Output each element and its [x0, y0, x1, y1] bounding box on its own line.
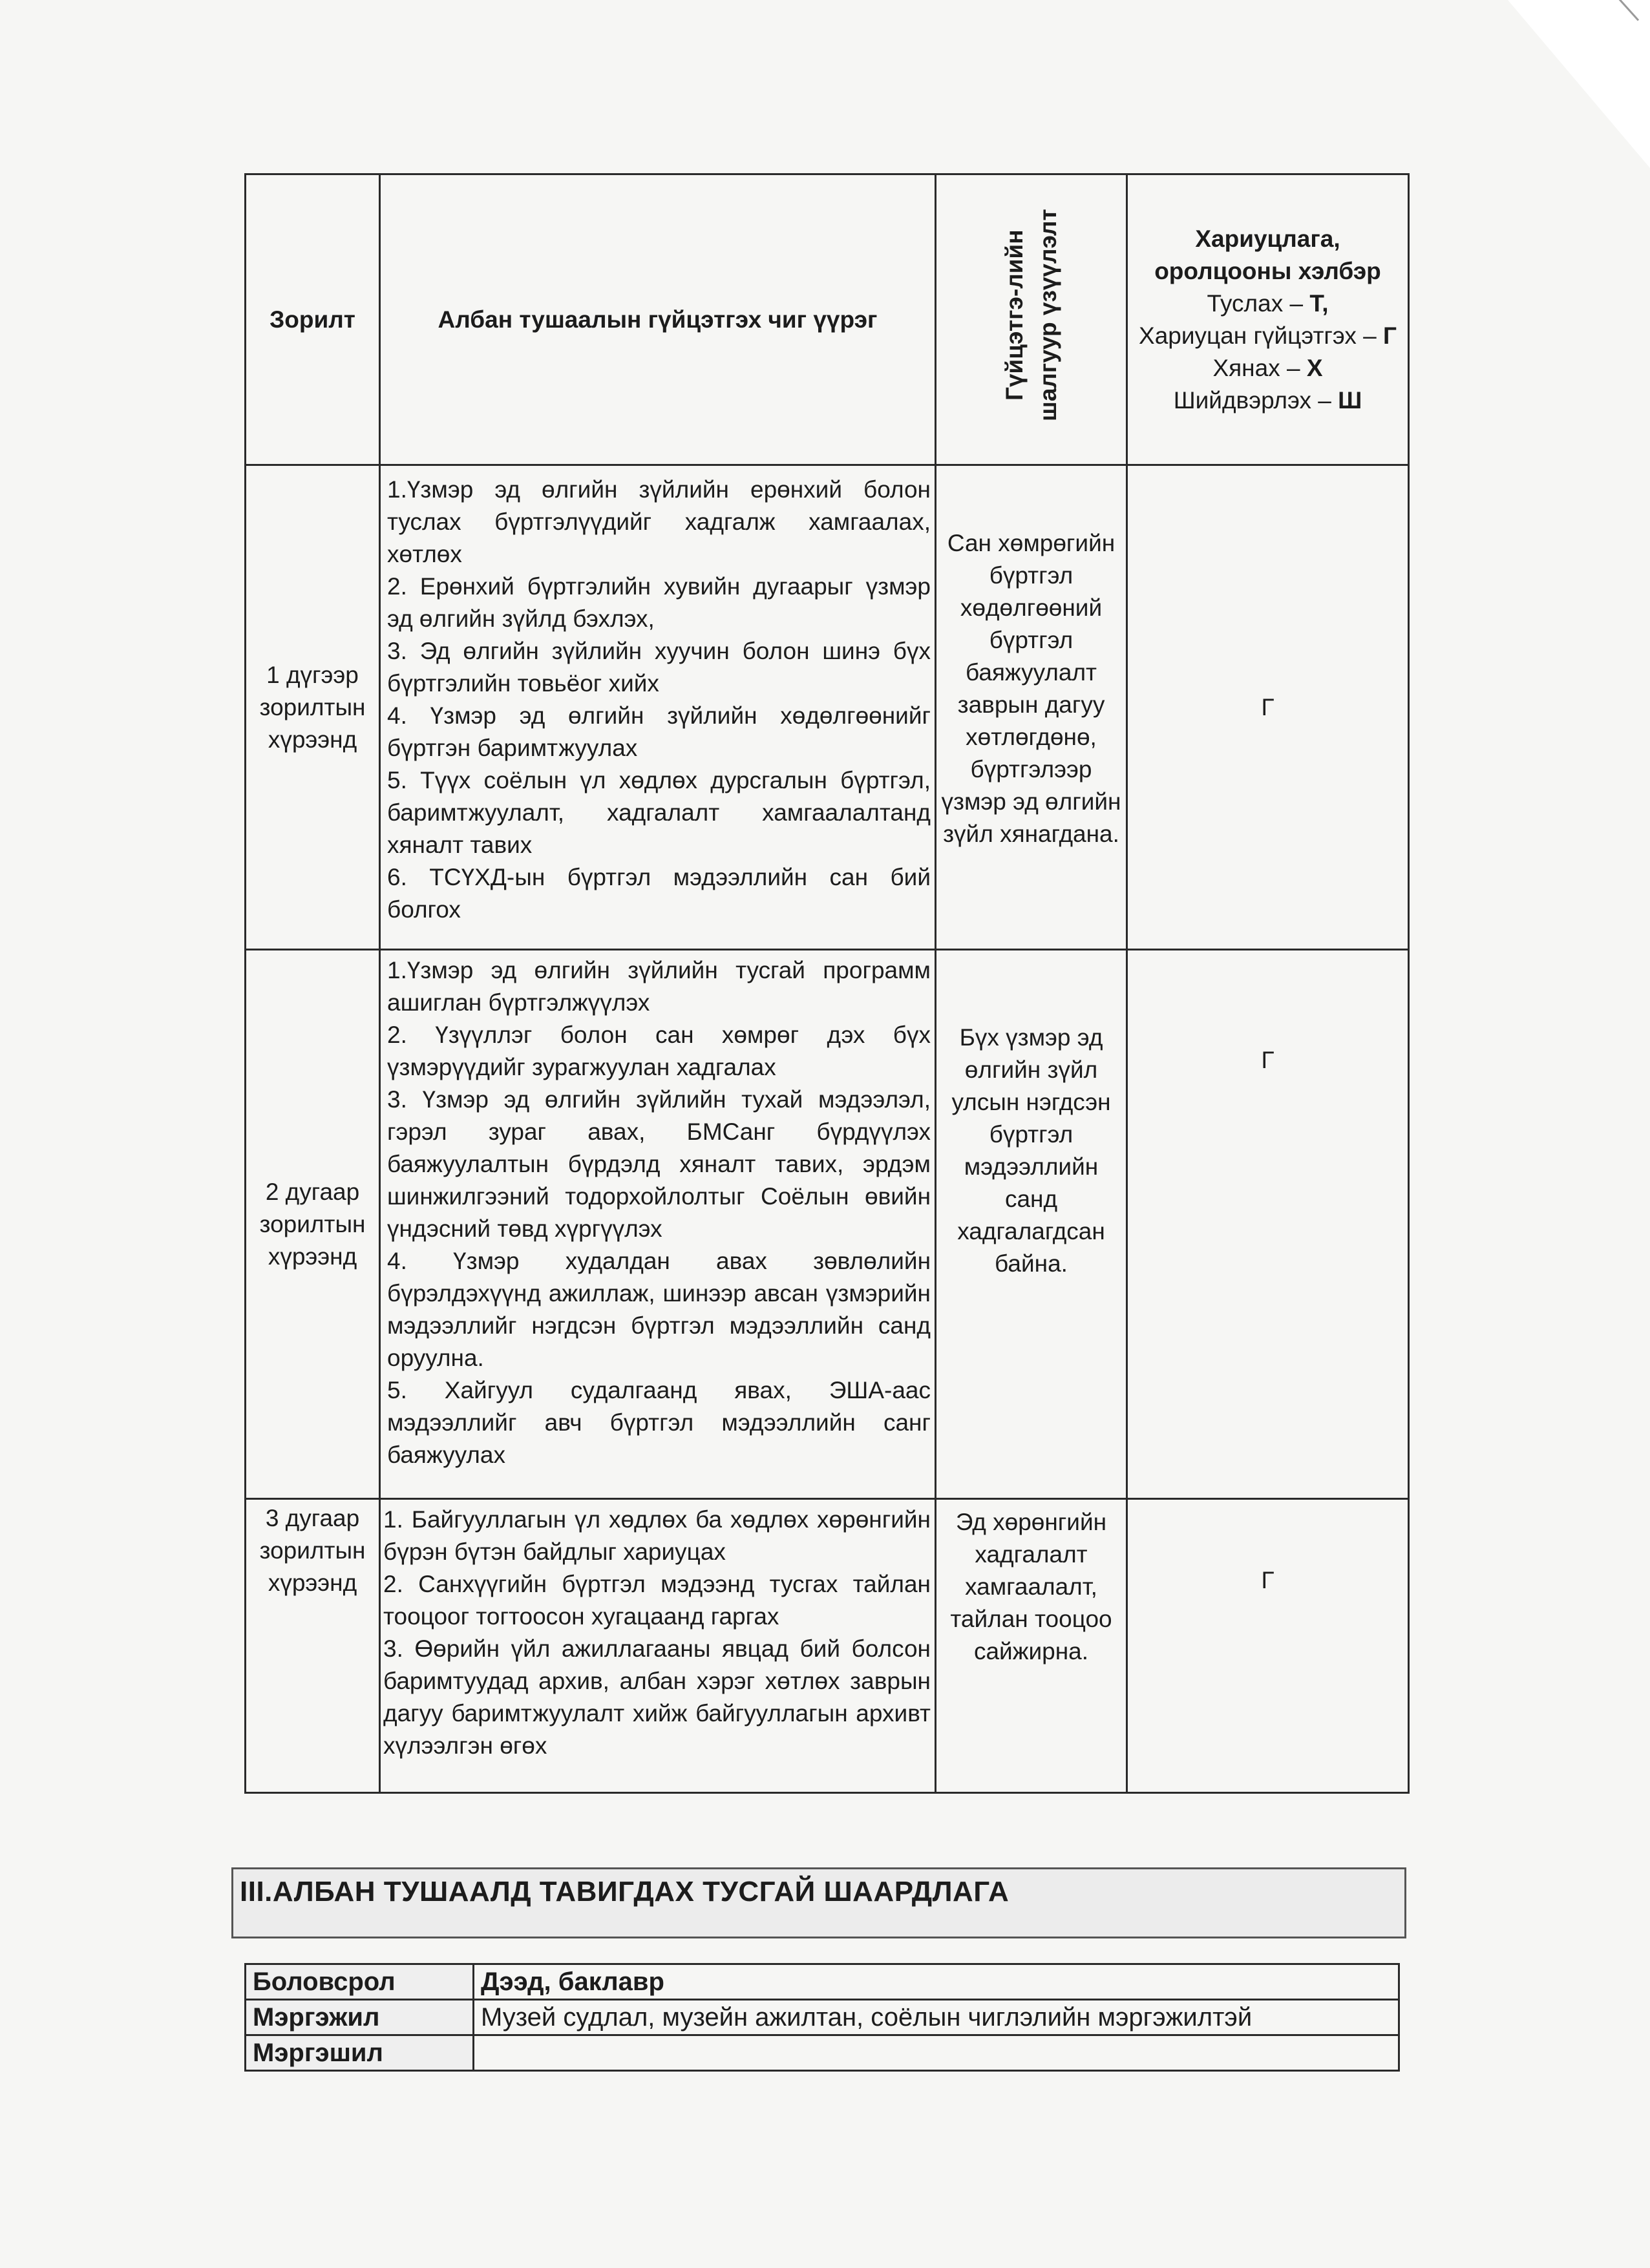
requirement-label: Боловсрол — [246, 1964, 474, 2000]
duty-goal: 2 дугаар зорилтын хүрээнд — [246, 950, 380, 1499]
duties-table — [244, 173, 1410, 1794]
header-goal: Зорилт — [246, 174, 380, 465]
requirement-label: Мэргэшил — [246, 2035, 474, 2071]
function-item: 2. Санхүүгийн бүртгэл мэдээнд тусгах тайлан тооцоог тогтоосон хугацаанд гаргах — [383, 1571, 931, 1630]
function-item: 5. Түүх соёлын үл хөдлөх дурсгалын бүртгэл, баримтжуулалт, хадгалалт хамгаалалтанд хяналт тавих — [387, 767, 931, 858]
function-item: 1.Үзмэр эд өлгийн зүйлийн ерөнхий болон туслах бүртгэлүүдийг хадгалж хамгаалах, хөтлөх — [387, 476, 931, 567]
requirement-row — [246, 2035, 1399, 2071]
function-item: 1. Байгууллагын үл хөдлөх ба хөдлөх хөрөнгийн бүрэн бүтэн байдлыг хариуцах — [383, 1506, 931, 1565]
header-responsibility-line: Туслах – Т, — [1207, 289, 1329, 317]
duty-responsibility: Г — [1127, 950, 1409, 1499]
function-item: 3. Үзмэр эд өлгийн зүйлийн тухай мэдээлэл, гэрэл зураг авах, БМСанг бүрдүүлэх баяжуулалтын бүрдэлд хяналт тавих, эрдэм шинжилгээний тодорхойлолтыг Соёлын өвийн үндэсний төвд хүргүүлэх — [387, 1086, 931, 1242]
section-heading-box — [231, 1867, 1406, 1938]
function-item: 2. Үзүүллэг болон сан хөмрөг дэх бүх үзмэрүүдийг зурагжуулан хадгалах — [387, 1022, 931, 1080]
duty-row-1 — [246, 465, 1409, 950]
function-item: 2. Ерөнхий бүртгэлийн хувийн дугаарыг үзмэр эд өлгийн зүйлд бэхлэх, — [387, 573, 931, 632]
requirement-label: Мэргэжил — [246, 2000, 474, 2035]
requirement-value: Дээд, баклавр — [474, 1964, 1399, 2000]
section-title: III.АЛБАН ТУШААЛД ТАВИГДАХ ТУСГАЙ ШААРДЛАГА — [240, 1876, 1010, 1907]
requirement-row — [246, 1964, 1399, 2000]
page-folded-corner — [1508, 0, 1650, 168]
header-responsibility — [1127, 174, 1409, 465]
function-item: 3. Эд өлгийн зүйлийн хуучин болон шинэ бүх бүртгэлийн товьёог хийх — [387, 638, 931, 697]
duty-goal: 3 дугаар зорилтын хүрээнд — [246, 1499, 380, 1793]
header-functions: Албан тушаалын гүйцэтгэх чиг үүрэг — [380, 174, 936, 465]
function-item: 3. Өөрийн үйл ажиллагааны явцад бий болсон баримтуудад архив, албан хэрэг хөтлөх заврын дагуу баримтжуулалт хийж байгууллагын архивт хүлээлгэн өгөх — [383, 1635, 931, 1759]
header-responsibility-line: Хянах – Х — [1212, 354, 1323, 381]
duty-functions — [380, 465, 936, 950]
function-item: 4. Үзмэр худалдан авах зөвлөлийн бүрэлдэхүүнд ажиллаж, шинээр авсан үзмэрийн мэдээллийг нэгдсэн бүртгэл мэдээллийн санд оруулна. — [387, 1248, 931, 1371]
header-responsibility-line: Шийдвэрлэх – Ш — [1173, 386, 1362, 414]
requirement-value — [474, 2035, 1399, 2071]
duties-header-row — [246, 174, 1409, 465]
duty-functions — [380, 1499, 936, 1793]
duty-responsibility: Г — [1127, 465, 1409, 950]
duty-goal: 1 дүгээр зорилтын хүрээнд — [246, 465, 380, 950]
requirements-table — [244, 1963, 1400, 2072]
header-responsibility-line: Хариуцан гүйцэтгэх – Г — [1139, 322, 1397, 349]
duty-indicator: Бүх үзмэр эд өлгийн зүйл улсын нэгдсэн бүртгэл мэдээллийн санд хадгалагдсан байна. — [936, 950, 1127, 1499]
duty-row-3 — [246, 1499, 1409, 1793]
requirement-value: Музей судлал, музейн ажилтан, соёлын чиглэлийн мэргэжилтэй — [474, 2000, 1399, 2035]
header-responsibility-title: Хариуцлага, оролцооны хэлбэр — [1154, 225, 1381, 284]
function-item: 1.Үзмэр эд өлгийн зүйлийн тусгай программ ашиглан бүртгэлжүүлэх — [387, 957, 931, 1016]
duty-responsibility: Г — [1127, 1499, 1409, 1793]
duty-functions — [380, 950, 936, 1499]
duty-indicator: Сан хөмрөгийн бүртгэл хөдөлгөөний бүртгэл баяжуулалт заврын дагуу хөтлөгдөнө, бүртгэлээр үзмэр эд өлгийн зүйл хянагдана. — [936, 465, 1127, 950]
function-item: 6. ТСҮХД-ын бүртгэл мэдээллийн сан бий болгох — [387, 864, 931, 923]
duty-indicator: Эд хөрөнгийн хадгалалт хамгаалалт, тайлан тооцоо сайжирна. — [936, 1499, 1127, 1793]
header-indicator-text: Гүйцэтгэ-лийн шалгуур үзүүлэлт — [1000, 209, 1061, 422]
duty-row-2 — [246, 950, 1409, 1499]
function-item: 5. Хайгуул судалгаанд явах, ЭША-аас мэдээллийг авч бүртгэл мэдээллийн санг баяжуулах — [387, 1377, 931, 1468]
header-indicator — [936, 174, 1127, 465]
requirement-row — [246, 2000, 1399, 2035]
function-item: 4. Үзмэр эд өлгийн зүйлийн хөдөлгөөнийг бүртгэн баримтжуулах — [387, 702, 931, 761]
